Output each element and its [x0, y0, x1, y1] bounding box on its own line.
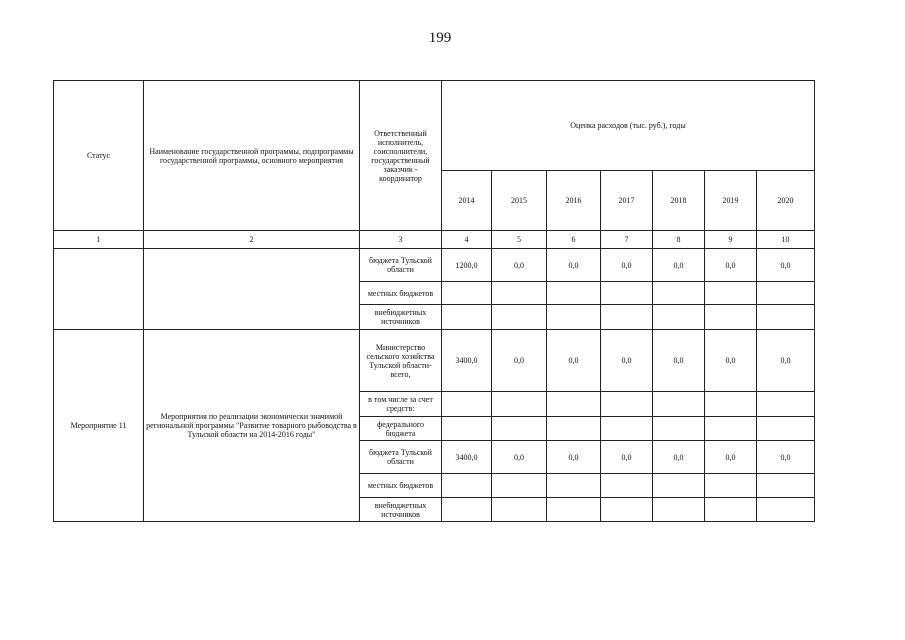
year-value-cell — [653, 474, 705, 498]
year-value-cell — [442, 282, 492, 305]
budget-row — [54, 249, 815, 282]
status-cell: Мероприятие 11 — [54, 330, 144, 522]
year-value-cell — [547, 498, 601, 522]
year-cell: 2014 — [442, 171, 492, 231]
year-value-cell — [547, 392, 601, 417]
year-value-cell — [653, 392, 705, 417]
funding-source-cell: местных бюджетов — [360, 474, 442, 498]
funding-source-cell: внебюджетных источников — [360, 305, 442, 330]
year-value-cell: 0,0 — [705, 330, 757, 392]
year-value-cell — [601, 392, 653, 417]
year-value-cell — [492, 498, 547, 522]
program-name-cell — [144, 249, 360, 330]
column-number: 9 — [705, 231, 757, 249]
year-value-cell — [601, 305, 653, 330]
year-value-cell: 0,0 — [601, 330, 653, 392]
year-value-cell — [757, 498, 815, 522]
funding-source-cell: в том числе за счет средств: — [360, 392, 442, 417]
year-value-cell — [601, 474, 653, 498]
column-number: 6 — [547, 231, 601, 249]
funding-source-cell: бюджета Тульской области — [360, 441, 442, 474]
year-value-cell: 3400,0 — [442, 330, 492, 392]
year-value-cell: 0,0 — [757, 249, 815, 282]
year-value-cell — [601, 282, 653, 305]
year-value-cell: 0,0 — [547, 249, 601, 282]
year-value-cell — [547, 305, 601, 330]
year-value-cell — [705, 305, 757, 330]
year-value-cell: 0,0 — [653, 249, 705, 282]
funding-source-cell: внебюджетных источников — [360, 498, 442, 522]
year-value-cell — [653, 305, 705, 330]
year-value-cell — [757, 305, 815, 330]
year-cell: 2016 — [547, 171, 601, 231]
year-value-cell — [757, 392, 815, 417]
column-number: 4 — [442, 231, 492, 249]
page-number: 199 — [428, 30, 452, 46]
year-value-cell: 0,0 — [601, 249, 653, 282]
header-status: Статус — [54, 81, 144, 231]
column-number: 10 — [757, 231, 815, 249]
funding-source-cell: местных бюджетов — [360, 282, 442, 305]
budget-table — [53, 80, 815, 522]
year-value-cell — [547, 474, 601, 498]
year-value-cell — [442, 305, 492, 330]
column-number: 3 — [360, 231, 442, 249]
column-number: 1 — [54, 231, 144, 249]
funding-source-cell: Министерство сельского хозяйства Тульской области- всего, — [360, 330, 442, 392]
column-number: 5 — [492, 231, 547, 249]
budget-row — [54, 330, 815, 392]
year-value-cell: 0,0 — [492, 330, 547, 392]
program-name-cell: Мероприятия по реализации экономически значимой региональной программы "Развитие товарного рыбоводства в Тульской области на 2014-2016 годы" — [144, 330, 360, 522]
year-value-cell — [705, 392, 757, 417]
year-value-cell — [601, 417, 653, 441]
year-value-cell: 0,0 — [653, 441, 705, 474]
year-value-cell: 0,0 — [757, 330, 815, 392]
year-value-cell — [492, 392, 547, 417]
year-value-cell — [547, 417, 601, 441]
column-number: 2 — [144, 231, 360, 249]
year-value-cell: 0,0 — [492, 249, 547, 282]
year-value-cell — [601, 498, 653, 522]
year-value-cell — [705, 498, 757, 522]
year-value-cell: 0,0 — [547, 330, 601, 392]
year-value-cell — [492, 474, 547, 498]
year-value-cell — [442, 417, 492, 441]
year-value-cell — [492, 417, 547, 441]
year-value-cell: 0,0 — [653, 330, 705, 392]
year-value-cell — [757, 474, 815, 498]
year-value-cell — [442, 498, 492, 522]
year-value-cell: 0,0 — [705, 441, 757, 474]
year-value-cell — [442, 392, 492, 417]
year-value-cell: 0,0 — [492, 441, 547, 474]
header-estimate: Оценка расходов (тыс. руб.), годы — [442, 81, 815, 171]
year-cell: 2017 — [601, 171, 653, 231]
column-number: 7 — [601, 231, 653, 249]
year-cell: 2015 — [492, 171, 547, 231]
year-value-cell — [757, 417, 815, 441]
column-number-row — [54, 231, 815, 249]
year-cell: 2018 — [653, 171, 705, 231]
year-value-cell — [705, 282, 757, 305]
year-value-cell — [492, 305, 547, 330]
year-value-cell — [653, 417, 705, 441]
funding-source-cell: федерального бюджета — [360, 417, 442, 441]
year-value-cell — [705, 474, 757, 498]
year-value-cell — [653, 498, 705, 522]
status-cell — [54, 249, 144, 330]
year-value-cell: 0,0 — [705, 249, 757, 282]
year-value-cell: 1200,0 — [442, 249, 492, 282]
year-value-cell — [653, 282, 705, 305]
header-name: Наименование государственной программы, подпрограммы государственной программы, основного мероприятия — [144, 81, 360, 231]
year-value-cell — [442, 474, 492, 498]
year-value-cell: 0,0 — [601, 441, 653, 474]
year-value-cell — [757, 282, 815, 305]
year-value-cell — [492, 282, 547, 305]
year-value-cell — [547, 282, 601, 305]
year-value-cell: 0,0 — [757, 441, 815, 474]
funding-source-cell: бюджета Тульской области — [360, 249, 442, 282]
header-responsible: Ответственный исполнитель, соисполнители, государственный заказчик - координатор — [360, 81, 442, 231]
year-cell: 2019 — [705, 171, 757, 231]
year-cell: 2020 — [757, 171, 815, 231]
year-value-cell: 0,0 — [547, 441, 601, 474]
column-number: 8 — [653, 231, 705, 249]
year-value-cell — [705, 417, 757, 441]
header-row — [54, 81, 815, 171]
year-value-cell: 3400,0 — [442, 441, 492, 474]
